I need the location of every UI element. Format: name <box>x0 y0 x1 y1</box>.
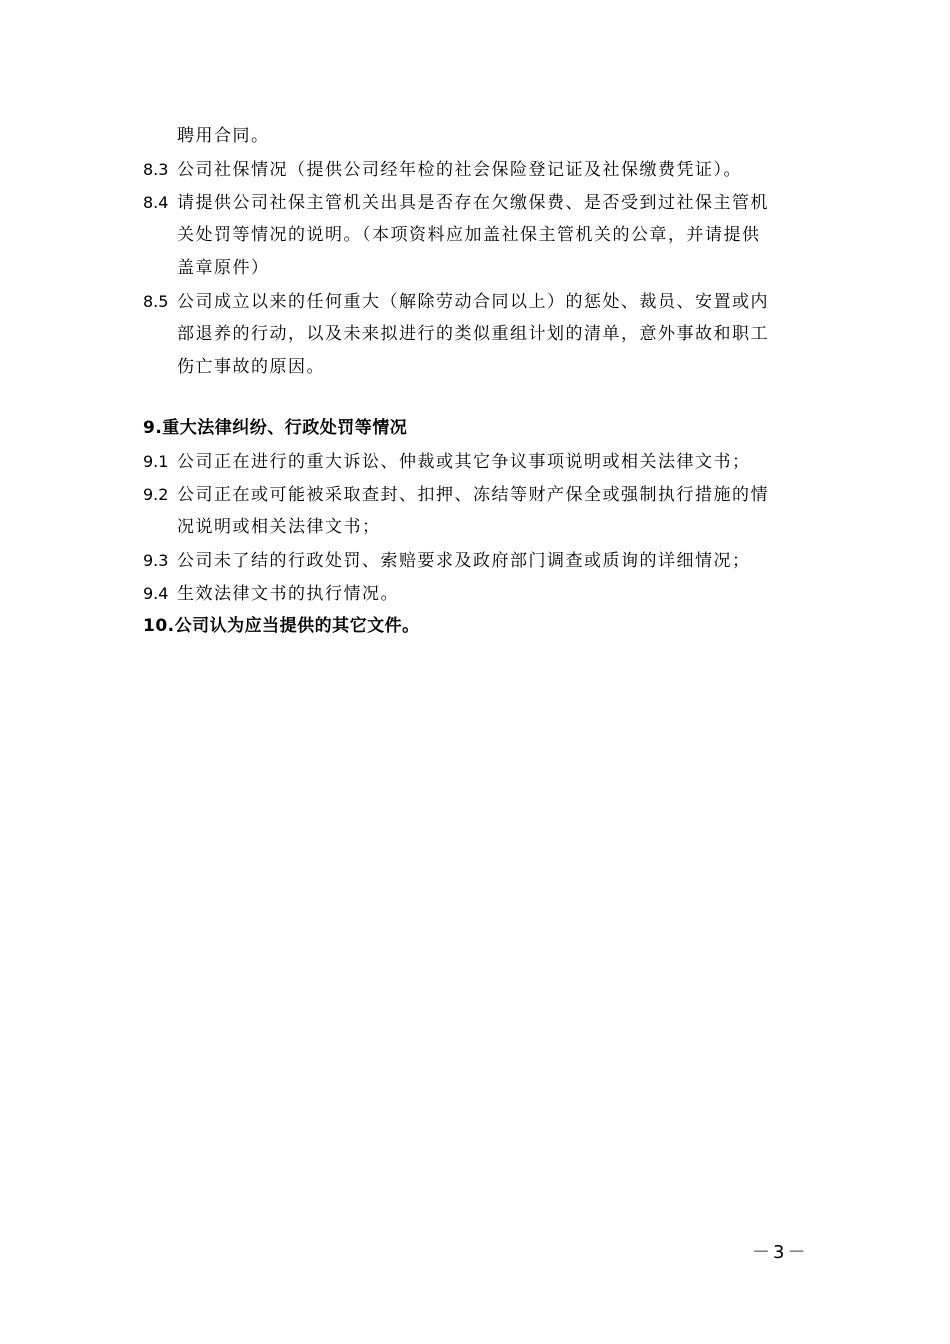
continuation-line <box>143 120 823 153</box>
item-number: 8.5 <box>143 292 169 311</box>
list-item-8-5 <box>143 285 823 384</box>
page-number: －3－ <box>752 1242 809 1263</box>
list-item-9-3 <box>143 544 823 577</box>
item-text: 公司未了结的行政处罚、索赔要求及政府部门调查或质询的详细情况； <box>177 551 751 571</box>
item-text: 生效法律文书的执行情况。 <box>177 584 399 604</box>
item-text: 请提供公司社保主管机关出具是否存在欠缴保费、是否受到过社保主管机 <box>177 193 769 213</box>
list-item-9-2 <box>143 478 823 544</box>
item-text-continued: 盖章原件） <box>177 258 270 278</box>
list-item-8-4 <box>143 186 823 285</box>
continuation-text: 聘用合同。 <box>177 126 270 146</box>
item-text: 公司社保情况（提供公司经年检的社会保险登记证及社保缴费凭证）。 <box>177 160 742 180</box>
item-number: 8.4 <box>143 193 169 212</box>
item-number: 9.3 <box>143 551 169 570</box>
list-item-9-1 <box>143 445 823 478</box>
section-9-heading: 9.重大法律纠纷、行政处罚等情况 <box>143 418 408 438</box>
item-number: 9.4 <box>143 584 169 603</box>
item-text: 公司正在进行的重大诉讼、仲裁或其它争议事项说明或相关法律文书； <box>177 452 751 472</box>
item-text-continued: 伤亡事故的原因。 <box>177 357 325 377</box>
item-number: 9.1 <box>143 452 169 471</box>
item-text-continued: 部退养的行动，以及未来拟进行的类似重组计划的清单，意外事故和职工 <box>177 324 769 344</box>
item-number: 8.3 <box>143 160 169 179</box>
item-text: 公司成立以来的任何重大（解除劳动合同以上）的惩处、裁员、安置或内 <box>177 292 769 312</box>
list-item-9-4 <box>143 577 823 610</box>
item-number: 9.2 <box>143 485 169 504</box>
item-text: 公司正在或可能被采取查封、扣押、冻结等财产保全或强制执行措施的情 <box>177 485 769 505</box>
item-text-continued: 况说明或相关法律文书； <box>177 517 381 537</box>
list-item-8-3 <box>143 153 823 186</box>
section-10-heading: 10.公司认为应当提供的其它文件。 <box>143 616 420 636</box>
item-text-continued: 关处罚等情况的说明。（本项资料应加盖社保主管机关的公章，并请提供 <box>177 225 761 245</box>
